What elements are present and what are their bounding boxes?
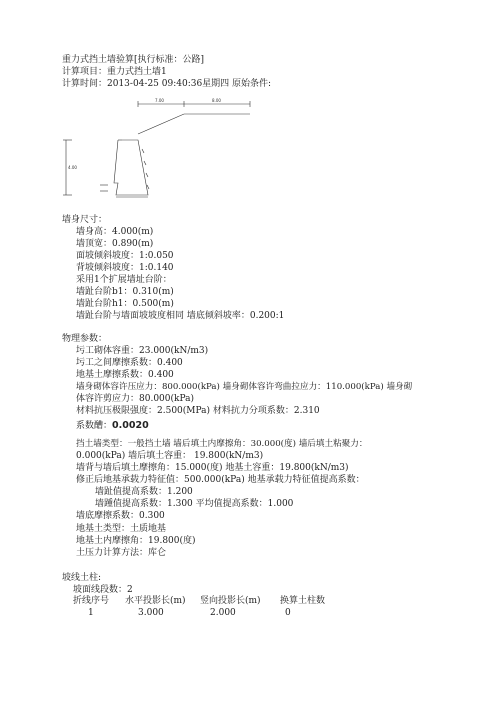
soil-line: 墙趾值提高系数：1.200 xyxy=(95,487,193,497)
slope-count: 坡面线段数：2 xyxy=(73,585,133,595)
slope-column-header: 换算土柱数 xyxy=(280,596,326,606)
wall-size-line: 墙趾台阶与墙面坡坡度相同 墙底倾斜坡率：0.200:1 xyxy=(76,311,285,321)
project-line: 计算项目：重力式挡土墙1 xyxy=(62,67,167,77)
retaining-wall-diagram xyxy=(60,97,300,202)
soil-line: 挡土墙类型：一般挡土墙 墙后填土内摩擦角：30.000(度) 墙后填土粘聚力： xyxy=(76,439,368,449)
soil-line: 修正后地基承载力特征值：500.000(kPa) 地基承载力特征值提高系数： xyxy=(76,475,365,485)
wall-size-line: 面坡倾斜坡度：1:0.050 xyxy=(76,251,174,261)
coefficient-value: 0.0020 xyxy=(112,420,149,431)
slope-heading: 坡线土柱: xyxy=(62,573,102,583)
document-title: 重力式挡土墙验算[执行标准：公路] xyxy=(62,55,205,65)
dim-top-right: 8.00 xyxy=(212,98,221,103)
wall-size-line: 墙趾台阶b1：0.310(m) xyxy=(76,287,174,297)
physical-line: 墙身砌体容许压应力：800.000(kPa) 墙身砌体容许弯曲拉应力：110.000(kPa) 墙身砌 xyxy=(76,382,413,392)
slope-cell: 2.000 xyxy=(210,608,236,618)
wall-size-heading: 墙身尺寸： xyxy=(62,215,108,225)
physical-heading: 物理参数： xyxy=(62,334,108,344)
wall-size-line: 墙身高：4.000(m) xyxy=(76,227,154,237)
wall-size-line: 墙顶宽：0.890(m) xyxy=(76,239,154,249)
wall-size-line: 墙趾台阶h1：0.500(m) xyxy=(76,299,174,309)
physical-line: 体容许剪应力：80.000(kPa) xyxy=(76,394,194,404)
slope-cell: 1 xyxy=(88,608,94,618)
soil-line: 墙底摩擦系数：0.300 xyxy=(76,511,165,521)
soil-line: 墙踵值提高系数：1.300 平均值提高系数：1.000 xyxy=(95,499,294,509)
physical-line: 圬工之间摩擦系数：0.400 xyxy=(76,358,183,368)
wall-size-line: 背坡倾斜坡度：1:0.140 xyxy=(76,263,174,273)
physical-line: 地基土摩擦系数：0.400 xyxy=(76,370,174,380)
dim-top-left: 7.00 xyxy=(155,98,164,103)
soil-line: 墙背与墙后填土摩擦角：15.000(度) 地基土容重：19.800(kN/m3) xyxy=(76,463,349,473)
physical-line: 材料抗压极限强度：2.500(MPa) 材料抗力分项系数：2.310 xyxy=(76,406,320,416)
soil-line: 0.000(kPa) 墙后填土容重： 19.800(kN/m3) xyxy=(76,451,264,461)
slope-column-header: 折线序号 xyxy=(73,596,110,606)
physical-line: 圬工砌体容重：23.000(kN/m3) xyxy=(76,346,209,356)
wall-size-line: 采用1个扩展墙址台阶： xyxy=(76,275,172,285)
time-line: 计算时间：2013-04-25 09:40:36星期四 原始条件: xyxy=(62,79,272,89)
soil-line: 土压力计算方法：库仑 xyxy=(76,548,167,558)
soil-line: 地基土内摩擦角：19.800(度) xyxy=(76,536,196,546)
soil-line: 地基土类型：土质地基 xyxy=(76,524,167,534)
slope-column-header: 竖向投影长(m) xyxy=(200,596,261,606)
dim-side: 4.00 xyxy=(68,165,77,170)
coefficient-label: 系数醩： xyxy=(76,421,113,431)
coefficient-line xyxy=(76,420,149,432)
slope-cell: 3.000 xyxy=(138,608,164,618)
slope-column-header: 水平投影长(m) xyxy=(125,596,186,606)
slope-cell: 0 xyxy=(285,608,291,618)
